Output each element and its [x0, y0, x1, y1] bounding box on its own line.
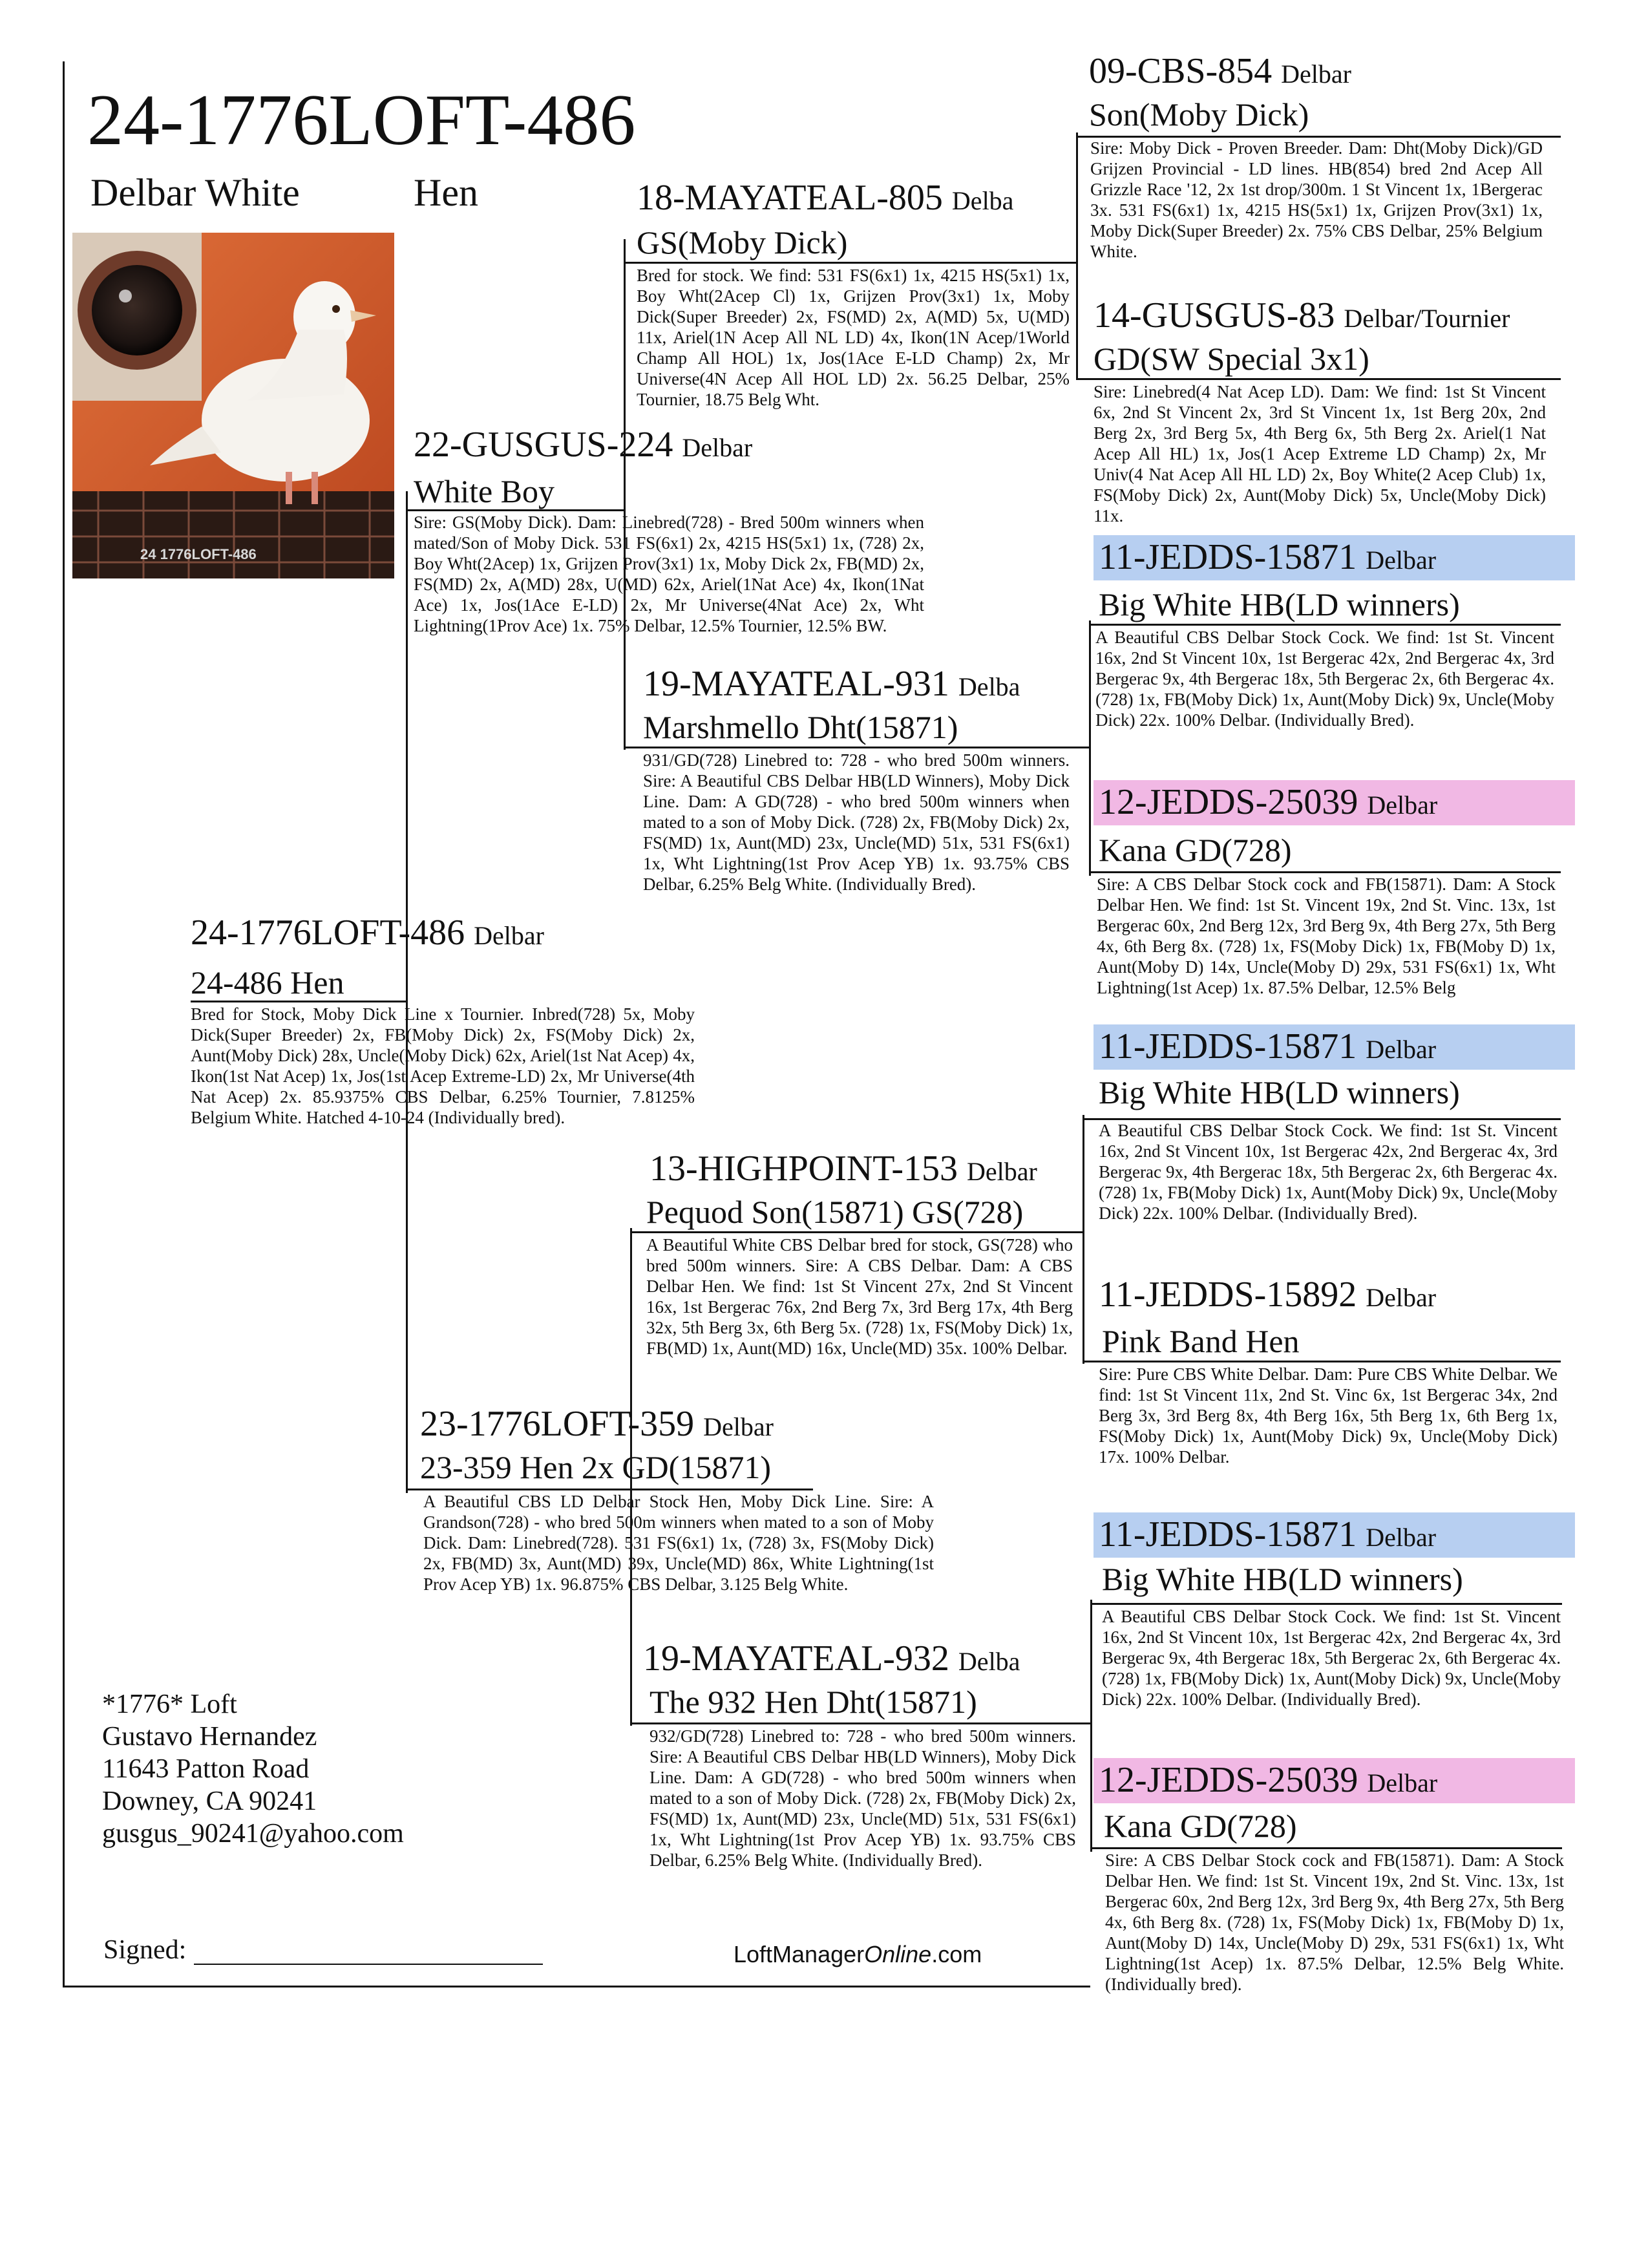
ss-underline	[624, 262, 1076, 264]
site-italic: Online	[864, 1941, 932, 1967]
signature-line	[194, 1964, 543, 1965]
dsd-band	[1099, 1277, 1436, 1313]
dsd-desc: Sire: Pure CBS White Delbar. Dam: Pure CBS White Delbar. We find: 1st St Vincent 11x, 2nd St. Vinc 6x, 1st Bergerac 34x, 2nd Berg 3x, 3rd Berg 8x, 4th Berg 16x, 5th Berg 1x, 6th Berg 1x, FS(Moby Dick) 1x, Aunt(Moby Dick) 9x, Uncle(Moby Dick) 17x. 100% Delbar.	[1099, 1364, 1558, 1467]
ssd-underline	[1076, 378, 1561, 380]
gen3-ss-connector	[1076, 132, 1078, 378]
gen3-dd-connector	[1090, 1600, 1092, 1852]
ds-desc: A Beautiful White CBS Delbar bred for stock, GS(728) who bred 500m winners. Sire: A CBS Delbar. Dam: A CBS Delbar Hen. We find: 1st St Vincent 27x, 2nd St Vincent 16x, 1st Bergerac 76x, 2nd Berg 7x, 3rd Berg 17x, 4th Berg 32x, 5th Berg 3x, 6th Berg 5x. (728) 1x, FS(Moby Dick) 1x, FB(MD) 1x, Aunt(MD) 16x, Uncle(MD) 35x. 100% Delbar.	[646, 1235, 1073, 1358]
sdd-tag: Delbar	[1367, 790, 1438, 820]
ss-name: GS(Moby Dick)	[637, 224, 848, 260]
sire-band	[414, 427, 752, 463]
dam-tag: Delbar	[703, 1412, 774, 1441]
dss-tag: Delbar	[1366, 1035, 1437, 1064]
dd-underline	[630, 1722, 1090, 1724]
sds-tag: Delbar	[1366, 546, 1437, 575]
page-title-band: 24-1776LOFT-486	[87, 80, 636, 160]
sss-band-text: 09-CBS-854	[1089, 51, 1273, 91]
ssd-tag: Delbar/Tournier	[1344, 304, 1510, 333]
ds-underline	[630, 1231, 1083, 1233]
dsd-band-text: 11-JEDDS-15892	[1099, 1275, 1357, 1315]
dd-band	[643, 1640, 1020, 1677]
subject-name: 24-486 Hen	[191, 964, 344, 1001]
contact-street: 11643 Patton Road	[102, 1754, 310, 1784]
subject-band	[191, 915, 544, 951]
subject-desc: Bred for Stock, Moby Dick Line x Tournier. Inbred(728) 5x, Moby Dick(Super Breeder) 2x, FB(Moby Dick) 2x, FS(Moby Dick) 2x, Aunt(Moby Dick) 28x, Uncle(Moby Dick) 62x, Ariel(1st Nat Acep) 4x, Ikon(1st Nat Acep) 1x, Jos(1st Acep Extreme-LD) 2x, Mr Universe(4th Nat Acep) 2x. 85.9375% CBS Delbar, 6.25% Tournier, 7.8125% Belgium White. Hatched 4-10-24 (Individually bred).	[191, 1004, 695, 1127]
subject-tag: Delbar	[474, 921, 544, 950]
sds-underline	[1089, 624, 1561, 626]
contact-email: gusgus_90241@yahoo.com	[102, 1819, 404, 1849]
sire-desc: Sire: GS(Moby Dick). Dam: Linebred(728) - Bred 500m winners when mated/Son of Moby Dick. 531 FS(6x1) 2x, 4215 HS(5x1) 1x, (728) 2x, Boy Wht(2Acep) 1x, Grijzen Prov(3x1) 1x, Moby Dick 2x, FB(MD) 2x, FS(MD) 2x, A(MD) 28x, U(MD) 62x, Ariel(1Nat Ace) 4x, Ikon(1Nat Ace) 1x, Jos(1Ace E-LD) 2x, Mr Universe(4Nat Ace) 2x, Wht Lightning(1Prov Ace) 1x. 75% Delbar, 12.5% Tournier, 12.5% BW.	[414, 513, 924, 635]
sss-desc: Sire: Moby Dick - Proven Breeder. Dam: Dht(Moby Dick)/GD Grijzen Provincial - LD lines. HB(854) bred 2nd Acep All Grizzle Race '12, 2x 1st drop/300m. 1 St Vincent 1x, 1Bergerac 3x. 531 FS(6x1) 1x, 4215 HS(5x1) 1x, Grijzen Prov(3x1) 1x, Moby Dick(Super Breeder) 2x. 75% CBS Delbar, 25% Belgium White.	[1090, 138, 1543, 261]
sds-name: Big White HB(LD winners)	[1099, 586, 1460, 622]
dds-band	[1093, 1512, 1575, 1558]
sd-band-text: 19-MAYATEAL-931	[643, 664, 949, 704]
dam-band	[420, 1406, 774, 1442]
ssd-band-text: 14-GUSGUS-83	[1093, 295, 1335, 335]
dam-desc: A Beautiful CBS LD Delbar Stock Hen, Moby Dick Line. Sire: A Grandson(728) - who bred 500m winners when mated to a son of Moby Dick. Dam: Linebred(728). 531 FS(6x1) 1x, (728) 3x, FS(Moby Dick) 2x, FB(MD) 3x, Aunt(MD) 39x, Uncle(MD) 86x, White Lightning(1st Prov Acep YB) 1x. 96.875% CBS Delbar, 3.125 Belg White.	[423, 1492, 934, 1594]
dd-name: The 932 Hen Dht(15871)	[650, 1684, 977, 1720]
ds-tag: Delbar	[967, 1157, 1037, 1186]
ds-band-text: 13-HIGHPOINT-153	[650, 1149, 958, 1189]
contact-name: Gustavo Hernandez	[102, 1722, 317, 1752]
frame-bottom-line	[63, 1986, 1090, 1987]
gen2-sire-connector	[624, 239, 626, 750]
sire-band-text: 22-GUSGUS-224	[414, 425, 673, 465]
subject-band-text: 24-1776LOFT-486	[191, 913, 465, 953]
dss-band	[1093, 1024, 1575, 1070]
gen3-ds-connector	[1083, 1115, 1084, 1364]
sdd-desc: Sire: A CBS Delbar Stock cock and FB(15871). Dam: A Stock Delbar Hen. We find: 1st St. Vincent 19x, 2nd St. Vinc. 13x, 1st Bergerac 60x, 2nd Berg 12x, 3rd Berg 9x, 4th Berg 27x, 5th Berg 4x, 6th Berg 8x. (728) 1x, FS(Moby Dick) 1x, FB(Moby D) 1x, Aunt(Moby D) 14x, Uncle(Moby D) 29x, 531 FS(6x1) 1x, Wht Lightning(1st Acep) 1x. 87.5% Delbar, 12.5% Belg	[1097, 874, 1556, 997]
sire-underline	[406, 509, 626, 511]
sire-name: White Boy	[414, 473, 555, 509]
dsd-name: Pink Band Hen	[1102, 1323, 1300, 1359]
dd-tag: Delba	[958, 1647, 1020, 1676]
contact-city: Downey, CA 90241	[102, 1786, 317, 1816]
ds-band	[650, 1150, 1037, 1187]
dds-tag: Delbar	[1366, 1523, 1437, 1552]
bird-sex: Hen	[414, 171, 478, 214]
pigeon-photo-icon	[72, 233, 394, 578]
sd-band	[643, 666, 1020, 702]
dd-band-text: 19-MAYATEAL-932	[643, 1638, 949, 1679]
dd-desc: 932/GD(728) Linebred to: 728 - who bred 500m winners. Sire: A Beautiful CBS Delbar HB(LD Winners), Moby Dick Line. Dam: A GD(728) - who bred 500m winners when mated to a son of Moby Dick. (728) 2x, FB(Moby Dick) 2x, FS(MD) 1x, Aunt(MD) 23x, Uncle(MD) 51x, 531 FS(6x1) 1x, Wht Lightning(1st Prov Acep YB) 1x. 93.75% CBS Delbar, 6.25% Belg White. (Individually Bred).	[650, 1726, 1076, 1870]
frame-left-line	[63, 61, 65, 1987]
gen3-sd-connector	[1089, 620, 1091, 876]
sss-name: Son(Moby Dick)	[1089, 96, 1309, 132]
ds-name: Pequod Son(15871) GS(728)	[646, 1194, 1024, 1230]
ss-band	[637, 180, 1013, 216]
ddd-underline	[1090, 1847, 1562, 1849]
footer-site-link	[734, 1941, 982, 1968]
ddd-band	[1093, 1758, 1575, 1803]
ddd-name: Kana GD(728)	[1104, 1808, 1297, 1844]
dam-band-text: 23-1776LOFT-359	[420, 1404, 695, 1444]
bird-photo	[72, 233, 394, 578]
ss-tag: Delba	[951, 186, 1014, 215]
sire-tag: Delbar	[682, 433, 753, 462]
gen1-connector	[406, 491, 408, 1493]
ssd-desc: Sire: Linebred(4 Nat Acep LD). Dam: We find: 1st St Vincent 6x, 2nd St Vincent 2x, 3rd St Vincent 1x, 1st Berg 20x, 2nd Berg 2x, 3rd Berg 5x, 4th Berg 6x, 5th Berg 2x. Ariel(1 Nat Acep All HL) 1x, Jos(1 Acep Extreme LD Champ) 2x, Mr Univ(4 Nat Acep All HL LD) 2x, Boy White(2 Acep Club) 1x, FS(Moby Dick) 2x, Aunt(Moby Dick) 5x, Uncle(Moby Dick) 11x.	[1093, 382, 1546, 525]
dss-name: Big White HB(LD winners)	[1099, 1074, 1460, 1110]
site-prefix: LoftManager	[734, 1941, 865, 1967]
dsd-tag: Delbar	[1366, 1283, 1437, 1312]
site-suffix: .com	[931, 1941, 982, 1967]
dss-desc: A Beautiful CBS Delbar Stock Cock. We find: 1st St. Vincent 16x, 2nd St Vincent 10x, 1st Bergerac 42x, 2nd Bergerac 4x, 3rd Bergerac 9x, 4th Bergerac 18x, 5th Bergerac 2x, 6th Bergerac 4x. (728) 1x, FB(Moby Dick) 1x, Aunt(Moby Dick) 9x, Uncle(Moby Dick) 22x. 100% Delbar. (Individually Bred).	[1099, 1121, 1558, 1223]
ssd-band	[1093, 297, 1510, 334]
sss-band	[1089, 53, 1351, 89]
dds-name: Big White HB(LD winners)	[1102, 1561, 1463, 1597]
signed-label: Signed:	[103, 1935, 187, 1965]
dam-name: 23-359 Hen 2x GD(15871)	[420, 1449, 771, 1485]
subject-underline	[191, 1001, 407, 1002]
sd-tag: Delba	[958, 672, 1020, 701]
photo-caption: 24 1776LOFT-486	[140, 546, 257, 562]
dds-underline	[1090, 1603, 1562, 1605]
dss-band-text: 11-JEDDS-15871	[1099, 1026, 1357, 1066]
sdd-name: Kana GD(728)	[1099, 832, 1292, 868]
sdd-band-text: 12-JEDDS-25039	[1099, 782, 1358, 822]
sd-desc: 931/GD(728) Linebred to: 728 - who bred 500m winners. Sire: A Beautiful CBS Delbar HB(LD Winners), Moby Dick Line. Dam: A GD(728) - who bred 500m winners when mated to a son of Moby Dick. (728) 2x, FB(Moby Dick) 2x, FS(MD) 1x, Aunt(MD) 23x, Uncle(MD) 51x, 531 FS(6x1) 1x, Wht Lightning(1st Prov Acep YB) 1x. 93.75% CBS Delbar, 6.25% Belg White. (Individually Bred).	[643, 750, 1070, 894]
ddd-band-text: 12-JEDDS-25039	[1099, 1760, 1358, 1800]
ddd-tag: Delbar	[1367, 1768, 1438, 1797]
ddd-desc: Sire: A CBS Delbar Stock cock and FB(15871). Dam: A Stock Delbar Hen. We find: 1st St. Vincent 19x, 2nd St. Vinc. 13x, 1st Bergerac 60x, 2nd Berg 12x, 3rd Berg 9x, 4th Berg 27x, 5th Berg 4x, 6th Berg 8x. (728) 1x, FS(Moby Dick) 1x, FB(Moby D) 1x, Aunt(Moby D) 14x, Uncle(Moby D) 29x, 531 FS(6x1) 1x, Wht Lightning(1st Acep) 1x. 87.5% Delbar, 12.5% Belg White. (Individually bred).	[1105, 1850, 1564, 1994]
dsd-underline	[1083, 1361, 1561, 1362]
sds-desc: A Beautiful CBS Delbar Stock Cock. We find: 1st St. Vincent 16x, 2nd St Vincent 10x, 1st Bergerac 42x, 2nd Bergerac 4x, 3rd Bergerac 9x, 4th Bergerac 18x, 5th Bergerac 2x, 6th Bergerac 4x. (728) 1x, FB(Moby Dick) 1x, Aunt(Moby Dick) 9x, Uncle(Moby Dick) 22x. 100% Delbar. (Individually Bred).	[1095, 628, 1554, 730]
sss-tag: Delbar	[1281, 59, 1351, 89]
contact-block	[102, 1688, 404, 1850]
dds-band-text: 11-JEDDS-15871	[1099, 1514, 1357, 1554]
sd-underline	[624, 747, 1089, 748]
dam-underline	[406, 1489, 813, 1490]
dds-desc: A Beautiful CBS Delbar Stock Cock. We find: 1st St. Vincent 16x, 2nd St Vincent 10x, 1st Bergerac 42x, 2nd Bergerac 4x, 3rd Bergerac 9x, 4th Bergerac 18x, 5th Bergerac 2x, 6th Bergerac 4x. (728) 1x, FB(Moby Dick) 1x, Aunt(Moby Dick) 9x, Uncle(Moby Dick) 22x. 100% Delbar. (Individually Bred).	[1102, 1607, 1561, 1709]
ss-band-text: 18-MAYATEAL-805	[637, 178, 943, 218]
ss-desc: Bred for stock. We find: 531 FS(6x1) 1x, 4215 HS(5x1) 1x, Boy Wht(2Acep Cl) 1x, Grijzen Prov(3x1) 1x, Moby Dick(Super Breeder) 2x, FS(MD) 2x, A(MD) 5x, U(MD) 11x, Ariel(1N Acep All NL LD) 4x, Ikon(1N Acep/1World Champ All HOL) 1x, Jos(1Ace E-LD Champ) 2x, Mr Universe(4N Acep All HOL LD) 2x. 56.25 Delbar, 25% Tournier, 18.75 Belg Wht.	[637, 266, 1070, 409]
sd-name: Marshmello Dht(15871)	[643, 709, 958, 745]
sds-band	[1093, 535, 1575, 580]
sdd-underline	[1089, 871, 1561, 873]
sds-band-text: 11-JEDDS-15871	[1099, 537, 1357, 577]
bird-color: Delbar White	[90, 171, 300, 214]
contact-loft: *1776* Loft	[102, 1690, 237, 1719]
sdd-band	[1093, 780, 1575, 825]
ssd-name: GD(SW Special 3x1)	[1093, 341, 1369, 377]
